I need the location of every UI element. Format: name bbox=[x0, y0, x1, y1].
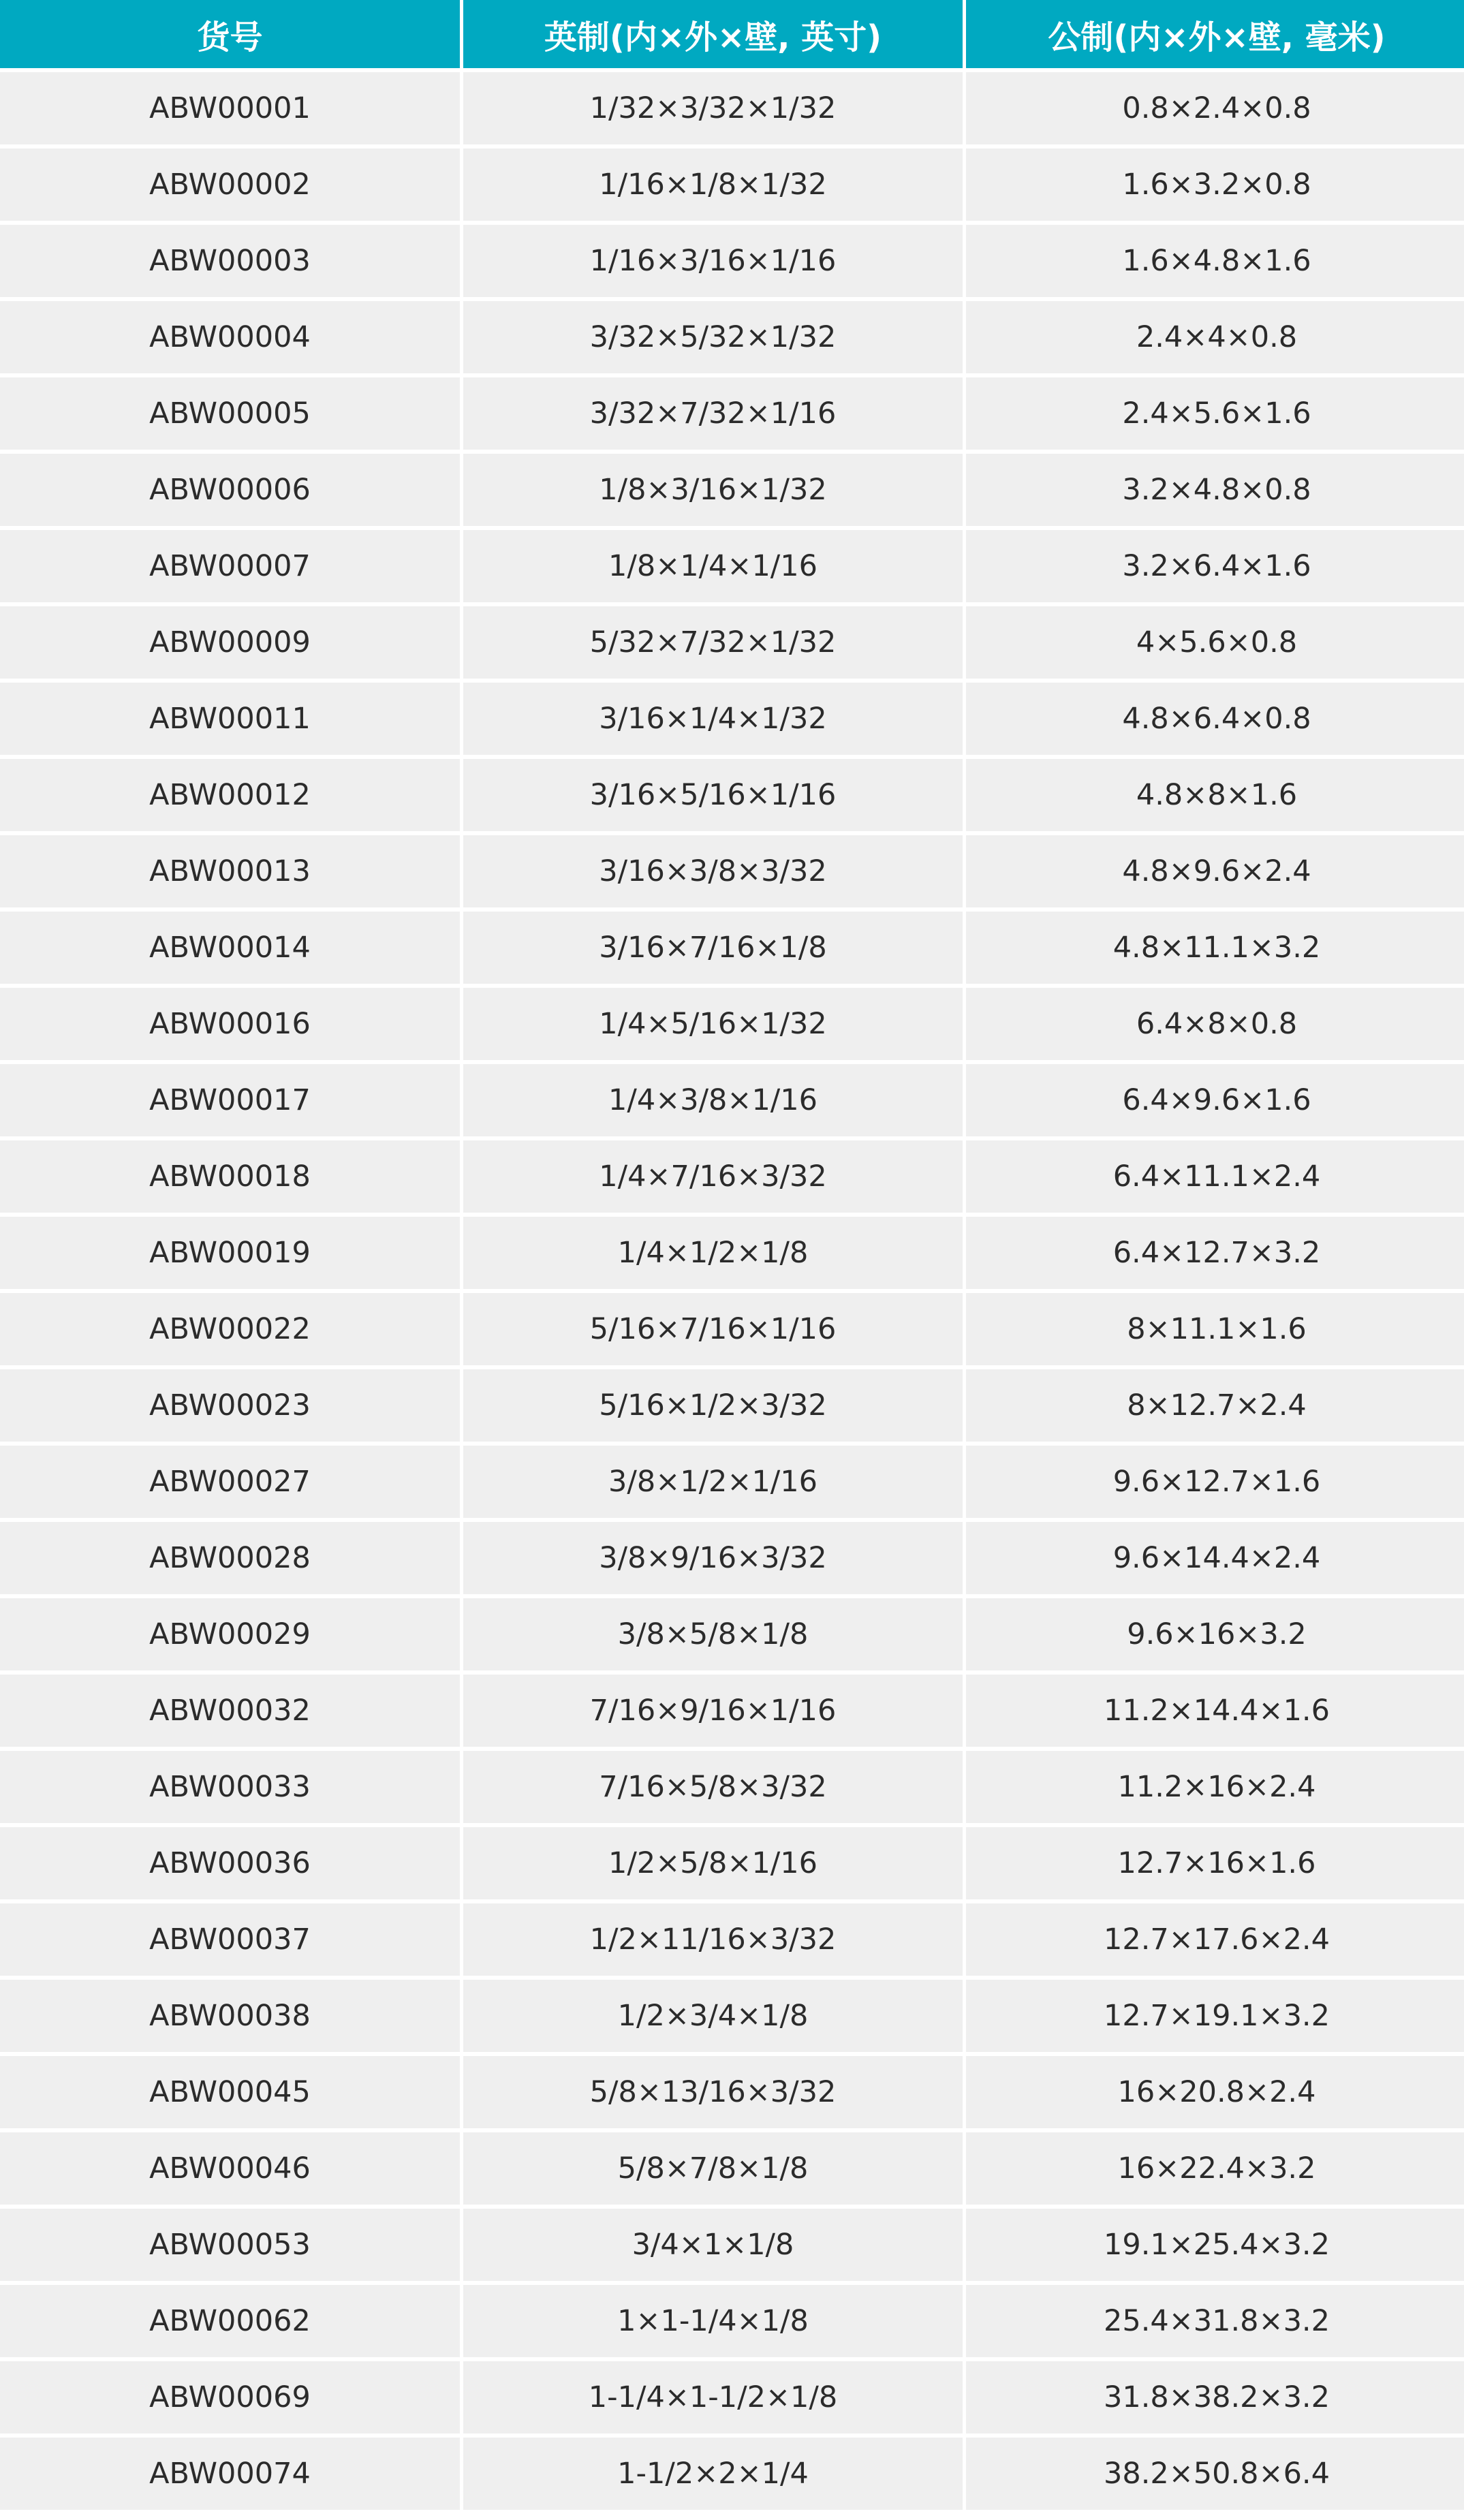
cell-item-number: ABW00001 bbox=[0, 72, 460, 144]
cell-item-number: ABW00006 bbox=[0, 454, 460, 526]
cell-item-number: ABW00023 bbox=[0, 1369, 460, 1442]
cell-item-number: ABW00016 bbox=[0, 988, 460, 1060]
cell-imperial-size: 1/16×1/8×1/32 bbox=[463, 149, 963, 221]
table-row bbox=[0, 912, 1464, 984]
cell-metric-size: 6.4×9.6×1.6 bbox=[966, 1064, 1464, 1136]
cell-imperial-size: 1/2×11/16×3/32 bbox=[463, 1903, 963, 1976]
cell-metric-size: 9.6×14.4×2.4 bbox=[966, 1522, 1464, 1594]
table-row bbox=[0, 988, 1464, 1060]
table-row bbox=[0, 377, 1464, 450]
table-row bbox=[0, 2056, 1464, 2128]
cell-metric-size: 16×20.8×2.4 bbox=[966, 2056, 1464, 2128]
cell-item-number: ABW00033 bbox=[0, 1751, 460, 1823]
cell-metric-size: 12.7×17.6×2.4 bbox=[966, 1903, 1464, 1976]
cell-imperial-size: 1/4×7/16×3/32 bbox=[463, 1140, 963, 1213]
cell-imperial-size: 1/16×3/16×1/16 bbox=[463, 225, 963, 297]
cell-item-number: ABW00027 bbox=[0, 1446, 460, 1518]
cell-imperial-size: 3/16×1/4×1/32 bbox=[463, 683, 963, 755]
table-row bbox=[0, 835, 1464, 907]
cell-metric-size: 4.8×6.4×0.8 bbox=[966, 683, 1464, 755]
cell-item-number: ABW00069 bbox=[0, 2361, 460, 2433]
cell-metric-size: 3.2×4.8×0.8 bbox=[966, 454, 1464, 526]
table-row bbox=[0, 606, 1464, 679]
table-row bbox=[0, 1903, 1464, 1976]
cell-imperial-size: 5/8×7/8×1/8 bbox=[463, 2132, 963, 2205]
table-row bbox=[0, 1140, 1464, 1213]
cell-imperial-size: 1/32×3/32×1/32 bbox=[463, 72, 963, 144]
cell-metric-size: 9.6×12.7×1.6 bbox=[966, 1446, 1464, 1518]
cell-item-number: ABW00029 bbox=[0, 1598, 460, 1670]
cell-imperial-size: 5/8×13/16×3/32 bbox=[463, 2056, 963, 2128]
cell-metric-size: 19.1×25.4×3.2 bbox=[966, 2209, 1464, 2281]
cell-item-number: ABW00028 bbox=[0, 1522, 460, 1594]
cell-item-number: ABW00019 bbox=[0, 1217, 460, 1289]
cell-imperial-size: 5/16×1/2×3/32 bbox=[463, 1369, 963, 1442]
table-row bbox=[0, 1827, 1464, 1899]
cell-item-number: ABW00045 bbox=[0, 2056, 460, 2128]
cell-imperial-size: 1×1-1/4×1/8 bbox=[463, 2285, 963, 2357]
cell-imperial-size: 1-1/2×2×1/4 bbox=[463, 2438, 963, 2510]
table-row bbox=[0, 1446, 1464, 1518]
cell-metric-size: 8×12.7×2.4 bbox=[966, 1369, 1464, 1442]
cell-imperial-size: 1/8×3/16×1/32 bbox=[463, 454, 963, 526]
cell-item-number: ABW00018 bbox=[0, 1140, 460, 1213]
cell-item-number: ABW00013 bbox=[0, 835, 460, 907]
table-row bbox=[0, 1980, 1464, 2052]
cell-imperial-size: 3/8×9/16×3/32 bbox=[463, 1522, 963, 1594]
table-row bbox=[0, 1675, 1464, 1747]
cell-metric-size: 4.8×9.6×2.4 bbox=[966, 835, 1464, 907]
cell-metric-size: 12.7×16×1.6 bbox=[966, 1827, 1464, 1899]
cell-item-number: ABW00017 bbox=[0, 1064, 460, 1136]
cell-item-number: ABW00074 bbox=[0, 2438, 460, 2510]
table-row bbox=[0, 1293, 1464, 1365]
column-header-metric-size: 公制(内×外×壁, 毫米) bbox=[966, 0, 1464, 68]
table-row bbox=[0, 683, 1464, 755]
cell-metric-size: 11.2×14.4×1.6 bbox=[966, 1675, 1464, 1747]
cell-imperial-size: 5/32×7/32×1/32 bbox=[463, 606, 963, 679]
table-row bbox=[0, 2209, 1464, 2281]
cell-metric-size: 38.2×50.8×6.4 bbox=[966, 2438, 1464, 2510]
cell-metric-size: 9.6×16×3.2 bbox=[966, 1598, 1464, 1670]
cell-imperial-size: 1/2×3/4×1/8 bbox=[463, 1980, 963, 2052]
cell-item-number: ABW00053 bbox=[0, 2209, 460, 2281]
cell-item-number: ABW00014 bbox=[0, 912, 460, 984]
table-row bbox=[0, 530, 1464, 602]
cell-metric-size: 4.8×11.1×3.2 bbox=[966, 912, 1464, 984]
table-header-row bbox=[0, 0, 1464, 68]
table-row bbox=[0, 2132, 1464, 2205]
column-header-imperial-size: 英制(内×外×壁, 英寸) bbox=[463, 0, 963, 68]
cell-item-number: ABW00007 bbox=[0, 530, 460, 602]
cell-item-number: ABW00022 bbox=[0, 1293, 460, 1365]
cell-imperial-size: 3/16×5/16×1/16 bbox=[463, 759, 963, 831]
cell-metric-size: 1.6×4.8×1.6 bbox=[966, 225, 1464, 297]
cell-item-number: ABW00038 bbox=[0, 1980, 460, 2052]
cell-imperial-size: 1/4×1/2×1/8 bbox=[463, 1217, 963, 1289]
cell-item-number: ABW00002 bbox=[0, 149, 460, 221]
cell-imperial-size: 3/8×5/8×1/8 bbox=[463, 1598, 963, 1670]
table-row bbox=[0, 1369, 1464, 1442]
cell-metric-size: 4×5.6×0.8 bbox=[966, 606, 1464, 679]
table-row bbox=[0, 2438, 1464, 2510]
table-row bbox=[0, 1751, 1464, 1823]
cell-imperial-size: 3/8×1/2×1/16 bbox=[463, 1446, 963, 1518]
cell-imperial-size: 1/8×1/4×1/16 bbox=[463, 530, 963, 602]
cell-metric-size: 2.4×4×0.8 bbox=[966, 301, 1464, 373]
cell-metric-size: 6.4×12.7×3.2 bbox=[966, 1217, 1464, 1289]
cell-metric-size: 11.2×16×2.4 bbox=[966, 1751, 1464, 1823]
table-row bbox=[0, 301, 1464, 373]
cell-metric-size: 2.4×5.6×1.6 bbox=[966, 377, 1464, 450]
table-row bbox=[0, 2361, 1464, 2433]
cell-item-number: ABW00062 bbox=[0, 2285, 460, 2357]
cell-imperial-size: 3/16×7/16×1/8 bbox=[463, 912, 963, 984]
cell-imperial-size: 3/4×1×1/8 bbox=[463, 2209, 963, 2281]
cell-item-number: ABW00046 bbox=[0, 2132, 460, 2205]
cell-item-number: ABW00032 bbox=[0, 1675, 460, 1747]
cell-item-number: ABW00009 bbox=[0, 606, 460, 679]
table-row bbox=[0, 759, 1464, 831]
table-row bbox=[0, 454, 1464, 526]
cell-metric-size: 25.4×31.8×3.2 bbox=[966, 2285, 1464, 2357]
cell-item-number: ABW00036 bbox=[0, 1827, 460, 1899]
cell-item-number: ABW00012 bbox=[0, 759, 460, 831]
cell-imperial-size: 1/4×5/16×1/32 bbox=[463, 988, 963, 1060]
cell-imperial-size: 1-1/4×1-1/2×1/8 bbox=[463, 2361, 963, 2433]
cell-metric-size: 8×11.1×1.6 bbox=[966, 1293, 1464, 1365]
cell-metric-size: 0.8×2.4×0.8 bbox=[966, 72, 1464, 144]
cell-metric-size: 4.8×8×1.6 bbox=[966, 759, 1464, 831]
cell-metric-size: 1.6×3.2×0.8 bbox=[966, 149, 1464, 221]
cell-item-number: ABW00004 bbox=[0, 301, 460, 373]
cell-imperial-size: 7/16×9/16×1/16 bbox=[463, 1675, 963, 1747]
cell-imperial-size: 1/2×5/8×1/16 bbox=[463, 1827, 963, 1899]
cell-item-number: ABW00037 bbox=[0, 1903, 460, 1976]
cell-imperial-size: 7/16×5/8×3/32 bbox=[463, 1751, 963, 1823]
cell-metric-size: 16×22.4×3.2 bbox=[966, 2132, 1464, 2205]
cell-item-number: ABW00003 bbox=[0, 225, 460, 297]
cell-item-number: ABW00005 bbox=[0, 377, 460, 450]
table-row bbox=[0, 1217, 1464, 1289]
table-row bbox=[0, 1522, 1464, 1594]
cell-metric-size: 12.7×19.1×3.2 bbox=[966, 1980, 1464, 2052]
column-header-item-number: 货号 bbox=[0, 0, 460, 68]
cell-imperial-size: 3/16×3/8×3/32 bbox=[463, 835, 963, 907]
cell-imperial-size: 3/32×7/32×1/16 bbox=[463, 377, 963, 450]
cell-item-number: ABW00011 bbox=[0, 683, 460, 755]
cell-imperial-size: 3/32×5/32×1/32 bbox=[463, 301, 963, 373]
table-body bbox=[0, 72, 1464, 2510]
cell-imperial-size: 1/4×3/8×1/16 bbox=[463, 1064, 963, 1136]
table-row bbox=[0, 2285, 1464, 2357]
table-row bbox=[0, 72, 1464, 144]
cell-metric-size: 6.4×11.1×2.4 bbox=[966, 1140, 1464, 1213]
table-row bbox=[0, 149, 1464, 221]
cell-metric-size: 31.8×38.2×3.2 bbox=[966, 2361, 1464, 2433]
table-row bbox=[0, 1064, 1464, 1136]
table-row bbox=[0, 225, 1464, 297]
cell-metric-size: 3.2×6.4×1.6 bbox=[966, 530, 1464, 602]
table-row bbox=[0, 1598, 1464, 1670]
cell-imperial-size: 5/16×7/16×1/16 bbox=[463, 1293, 963, 1365]
cell-metric-size: 6.4×8×0.8 bbox=[966, 988, 1464, 1060]
